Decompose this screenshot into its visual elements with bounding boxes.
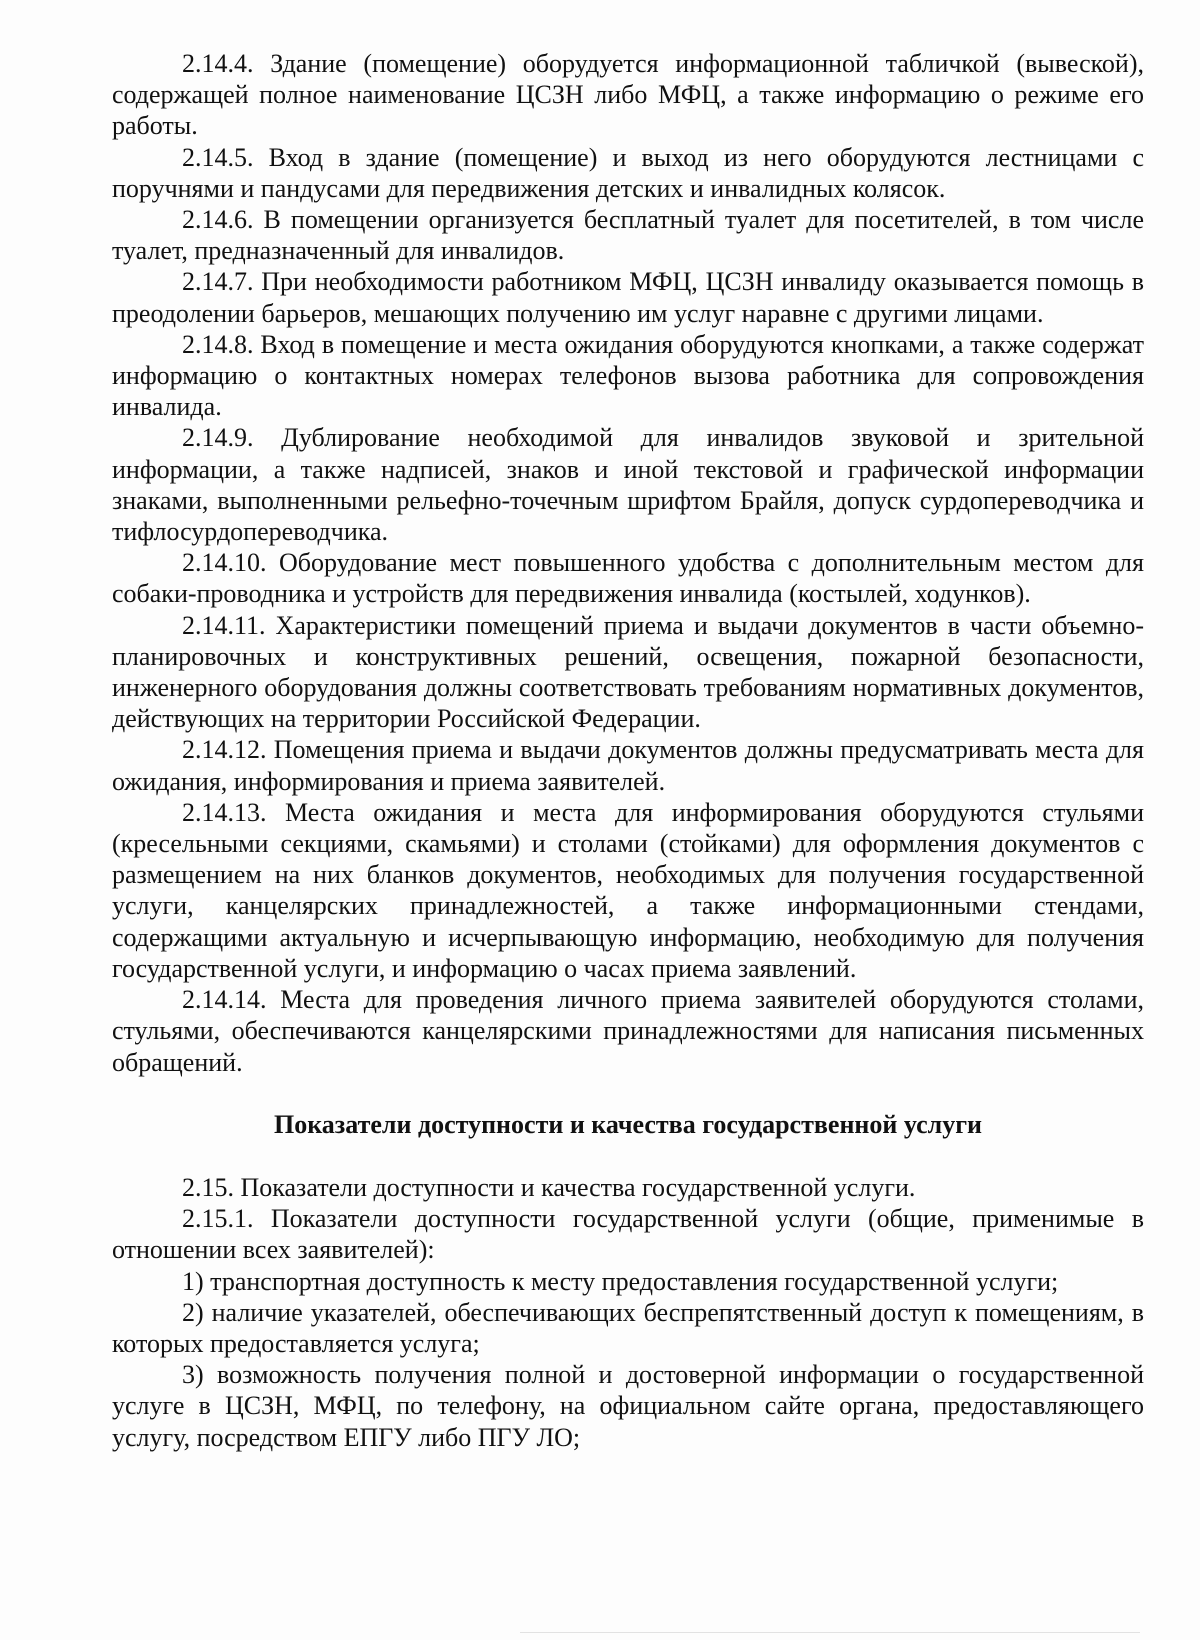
paragraph-2-14-10: 2.14.10. Оборудование мест повышенного удобства с дополнительным местом для собаки-проводника и устройств для передвижения инвалида (костылей, ходунков). bbox=[112, 548, 1144, 609]
paragraph-2-14-7: 2.14.7. При необходимости работником МФЦ, ЦСЗН инвалиду оказывается помощь в преодолении барьеров, мешающих получению им услуг наравне с другими лицами. bbox=[112, 267, 1144, 328]
list-item-3: 3) возможность получения полной и достоверной информации о государственной услуге в ЦСЗН, МФЦ, по телефону, на официальном сайте органа, предоставляющего услугу, посредством ЕПГУ либо ПГУ ЛО; bbox=[112, 1360, 1144, 1452]
paragraph-2-15-1: 2.15.1. Показатели доступности государственной услуги (общие, применимые в отношении всех заявителей): bbox=[112, 1204, 1144, 1265]
paragraph-2-14-11: 2.14.11. Характеристики помещений приема и выдачи документов в части объемно-планировочных и конструктивных решений, освещения, пожарной безопасности, инженерного оборудования должны соответствовать требованиям нормативных документов, действующих на территории Российской Федерации. bbox=[112, 610, 1144, 734]
paragraph-2-14-9: 2.14.9. Дублирование необходимой для инвалидов звуковой и зрительной информации, а также надписей, знаков и иной текстовой и графической информации знаками, выполненными рельефно-точечным шрифтом Брайля, допуск сурдопереводчика и тифлосурдопереводчика. bbox=[112, 423, 1144, 547]
paragraph-2-14-13: 2.14.13. Места ожидания и места для информирования оборудуются стульями (кресельными секциями, скамьями) и столами (стойками) для оформления документов с размещением на них бланков документов, необходимых для получения государственной услуги, канцелярских принадлежностей, а также информационными стендами, содержащими актуальную и исчерпывающую информацию, необходимую для получения государственной услуги, и информацию о часах приема заявлений. bbox=[112, 797, 1144, 983]
paragraph-2-14-12: 2.14.12. Помещения приема и выдачи документов должны предусматривать места для ожидания, информирования и приема заявителей. bbox=[112, 735, 1144, 796]
document-text bbox=[112, 48, 1144, 1453]
paragraph-2-15: 2.15. Показатели доступности и качества государственной услуги. bbox=[182, 1172, 916, 1202]
paragraph-2-14-8: 2.14.8. Вход в помещение и места ожидания оборудуются кнопками, а также содержат информацию о контактных номерах телефонов вызова работника для сопровождения инвалида. bbox=[112, 329, 1144, 422]
paragraph-2-14-6: 2.14.6. В помещении организуется бесплатный туалет для посетителей, в том числе туалет, предназначенный для инвалидов. bbox=[112, 205, 1144, 266]
section-heading: Показатели доступности и качества государственной услуги bbox=[273, 1109, 983, 1139]
scan-edge-line bbox=[520, 1632, 1140, 1633]
paragraph-2-14-14: 2.14.14. Места для проведения личного приема заявителей оборудуются столами, стульями, обеспечиваются канцелярскими принадлежностями для написания письменных обращений. bbox=[112, 985, 1144, 1077]
paragraph-2-14-4: 2.14.4. Здание (помещение) оборудуется информационной табличкой (вывеской), содержащей полное наименование ЦСЗН либо МФЦ, а также информацию о режиме его работы. bbox=[112, 49, 1144, 141]
list-item-1: 1) транспортная доступность к месту предоставления государственной услуги; bbox=[182, 1266, 1059, 1296]
paragraph-2-14-5: 2.14.5. Вход в здание (помещение) и выход из него оборудуются лестницами с поручнями и пандусами для передвижения детских и инвалидных колясок. bbox=[112, 142, 1144, 203]
list-item-2: 2) наличие указателей, обеспечивающих беспрепятственный доступ к помещениям, в которых предоставляется услуга; bbox=[112, 1297, 1144, 1358]
